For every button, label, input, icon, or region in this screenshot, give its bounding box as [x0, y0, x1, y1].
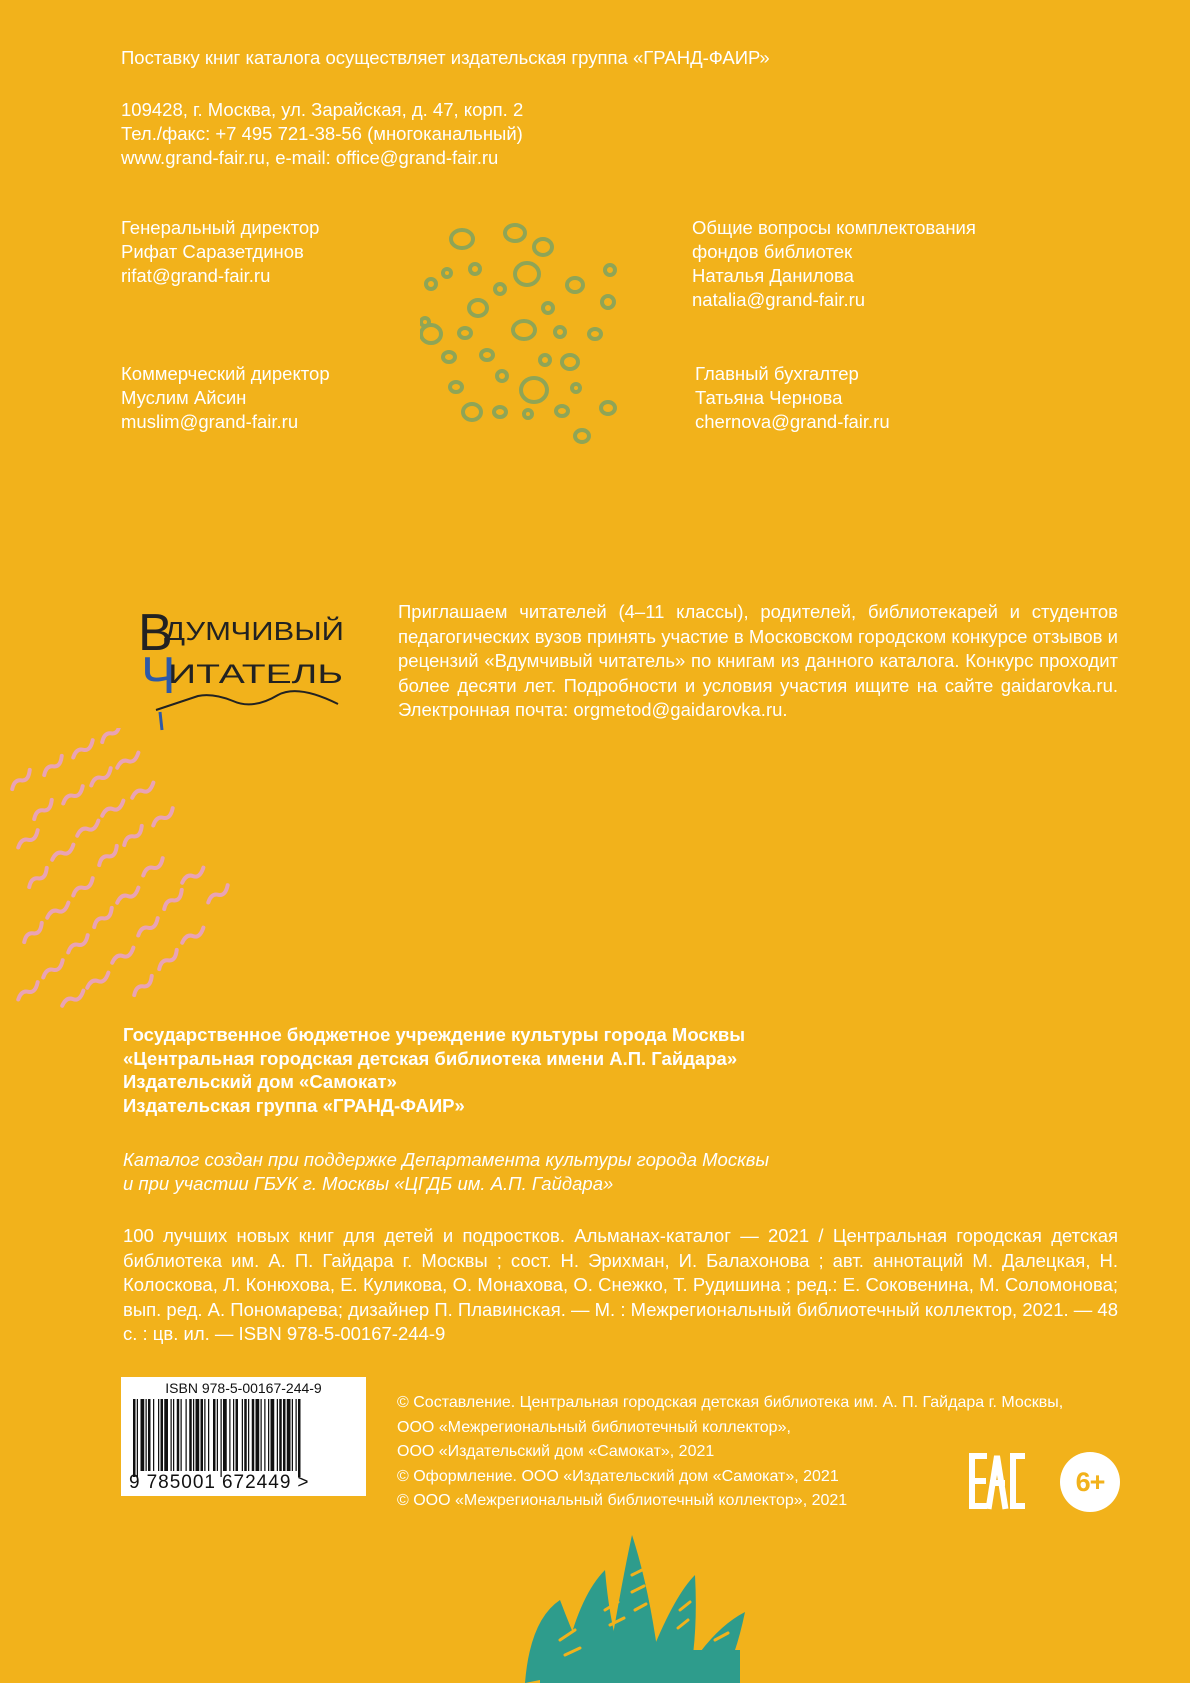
copyright-line: © ООО «Межрегиональный библиотечный коллектор», 2021 [397, 1492, 848, 1509]
contest-invitation: Приглашаем читателей (4–11 классы), родителей, библиотекарей и студентов педагогических вузов принять участие в Московском городском конкурсе отзывов и рецензий «Вдумчивый читатель» по книгам из данного каталога. Конкурс проходит более десяти лет. Подробности и условия участия ищите на сайте gaidarovka.ru. Электронная почта: orgmetod@gaidarovka.ru. [398, 601, 1118, 721]
contact-role-cont: фондов библиотек [692, 241, 853, 262]
support-line: и при участии ГБУК г. Москвы «ЦГДБ им. А.П. Гайдара» [123, 1173, 614, 1194]
squiggle-mark [95, 846, 121, 865]
bibliographic-record: 100 лучших новых книг для детей и подростков. Альманах-каталог — 2021 / Центральная городская детская библиотека им. А. П. Гайдара г. Москвы ; сост. Н. Эрихман, И. Балахонова ; авт. аннотаций М. Далецкая, Н. Колоскова, Л. Конюхова, Е. Куликова, О. Монахова, О. Снежко, Т. Рудишина ; ред.: Е. Соковенина, М. Соломонова; вып. ред. А. Пономарева; дизайнер П. Плавинская. — М. : Межрегиональный библиотечный коллектор, 2021. — 48 с. : цв. ил. — ISBN 978-5-00167-244-9 [123, 1225, 1118, 1345]
contact-general-questions [692, 216, 976, 312]
barcode-bar [221, 1399, 222, 1477]
squiggle-mark [50, 845, 76, 860]
address-street: 109428, г. Москва, ул. Зарайская, д. 47, корп. 2 [121, 99, 524, 120]
contact-email: chernova@grand-fair.ru [695, 411, 890, 432]
squiggle-mark [45, 903, 71, 918]
squiggle-mark [140, 858, 166, 875]
copyright-line: ООО «Межрегиональный библиотечный коллектор», [397, 1418, 791, 1436]
contact-role: Коммерческий директор [121, 363, 330, 384]
plant-decoration [520, 1530, 760, 1683]
squiggle-mark [15, 830, 41, 847]
copyright-line: ООО «Издательский дом «Самокат», 2021 [397, 1443, 715, 1460]
squiggle-mark [75, 821, 101, 836]
squiggle-mark [15, 982, 41, 999]
squiggles-decoration [0, 728, 260, 1008]
logo-letter-ch: Ч [141, 647, 176, 705]
contact-name: Наталья Данилова [692, 265, 854, 286]
copyright-line: © Составление. Центральная городская детская библиотека им. А. П. Гайдара г. Москвы, [397, 1394, 1064, 1411]
contact-role: Общие вопросы комплектования [692, 217, 976, 238]
logo-word-chitatel: ИТАТЕЛЬ [168, 659, 343, 689]
barcode-bar [296, 1399, 297, 1471]
squiggle-mark [98, 728, 124, 742]
squiggle-mark [100, 801, 126, 816]
squiggle-mark [70, 878, 96, 895]
contact-role: Главный бухгалтер [695, 363, 859, 384]
barcode-bar [287, 1399, 291, 1471]
squiggle-mark [115, 753, 141, 768]
barcode-bar [242, 1399, 243, 1471]
contact-email: rifat@grand-fair.ru [121, 265, 271, 286]
barcode-bar [181, 1399, 182, 1471]
barcode-bar [148, 1399, 151, 1471]
squiggle-mark [40, 960, 66, 977]
squiggle-mark [8, 770, 34, 789]
barcode-bar [244, 1399, 247, 1471]
squiggle-mark [155, 950, 181, 969]
logo-word-dumchivy: ДУМЧИВЫЙ [164, 616, 344, 646]
contact-general-director [121, 216, 319, 288]
contact-role: Генеральный директор [121, 217, 320, 238]
barcode-bar [171, 1399, 172, 1471]
barcode-bar [264, 1399, 265, 1471]
barcode-bar [298, 1399, 301, 1477]
squiggle-mark [20, 923, 46, 942]
barcode-bar [133, 1399, 136, 1477]
barcode-bar [177, 1399, 180, 1471]
barcode-bar [277, 1399, 278, 1471]
barcode-bar [196, 1399, 200, 1471]
squiggle-mark [180, 868, 206, 883]
isbn-digit-first: 9 [129, 1472, 141, 1493]
copyright-line: © Оформление. ООО «Издательский дом «Самокат», 2021 [397, 1467, 839, 1485]
org-line: Издательская группа «ГРАНД-ФАИР» [123, 1094, 465, 1116]
barcode-bar [208, 1399, 209, 1471]
barcode-bar [141, 1399, 145, 1471]
contact-name: Татьяна Чернова [695, 387, 843, 408]
copyright-block [397, 1391, 1063, 1514]
barcode-bar [223, 1399, 227, 1471]
barcode-bar [229, 1399, 230, 1471]
contact-name: Рифат Саразетдинов [121, 241, 304, 262]
barcode-bar [204, 1399, 205, 1471]
squiggle-mark [90, 908, 116, 927]
isbn-digits-mid: 785001 [146, 1472, 216, 1493]
barcode-bar [271, 1399, 275, 1471]
barcode-bar [153, 1399, 154, 1471]
barcode-bar [233, 1399, 234, 1471]
squiggle-mark [88, 768, 114, 785]
contact-chief-accountant [695, 362, 890, 434]
barcode-bar [186, 1399, 187, 1471]
barcode-bar [279, 1399, 282, 1471]
barcode-bar [146, 1399, 147, 1471]
squiggle-mark [30, 800, 56, 819]
squiggle-mark [130, 976, 156, 995]
squiggle-mark [25, 868, 51, 887]
logo-letter-v: В [138, 604, 173, 662]
eac-mark-icon [969, 1452, 1025, 1510]
squiggle-mark [70, 740, 96, 757]
org-line: Государственное бюджетное учреждение культуры города Москвы [123, 1024, 746, 1045]
isbn-barcode-box [121, 1377, 366, 1496]
barcode-bar [158, 1399, 159, 1471]
contact-name: Муслим Айсин [121, 387, 247, 408]
squiggle-mark [180, 928, 206, 943]
squiggle-mark [150, 808, 176, 825]
isbn-digits [129, 1472, 310, 1494]
barcode-bar [161, 1399, 164, 1471]
organizations-block [123, 1023, 745, 1117]
contact-email: natalia@grand-fair.ru [692, 289, 866, 310]
logo-graphic [138, 600, 378, 735]
contact-commercial-director [121, 362, 330, 434]
barcode-bar [283, 1399, 286, 1471]
squiggle-mark [160, 890, 186, 909]
barcode-bar [164, 1399, 168, 1471]
barcode-bar [189, 1399, 192, 1471]
squiggle-mark [85, 973, 111, 988]
isbn-arrow: > [297, 1472, 310, 1493]
squiggle-mark [40, 756, 66, 775]
barcode-bar [248, 1399, 249, 1471]
barcode-bar [137, 1399, 138, 1477]
squiggle-mark [60, 991, 86, 1006]
squiggle-mark [65, 935, 91, 952]
support-note [123, 1148, 769, 1196]
isbn-digits-last: 672449 [221, 1472, 292, 1493]
address-web-email: www.grand-fair.ru, e-mail: office@grand-fair.ru [121, 147, 499, 168]
squiggle-mark [130, 783, 156, 798]
age-rating-badge: 6+ [1060, 1452, 1120, 1512]
barcode-bar [217, 1399, 218, 1471]
barcode-bar [292, 1399, 293, 1471]
barcode-bar [173, 1399, 174, 1471]
org-line: «Центральная городская детская библиотека имени А.П. Гайдара» [123, 1047, 738, 1069]
squiggle-mark [120, 826, 146, 845]
address-block [121, 98, 523, 170]
barcode-bar [261, 1399, 262, 1471]
squiggle-mark [135, 918, 161, 935]
squiggle-mark [115, 888, 141, 903]
support-line: Каталог создан при поддержке Департамента культуры города Москвы [123, 1149, 770, 1170]
dots-decoration [420, 222, 630, 452]
address-phone: Тел./факс: +7 495 721-38-56 (многоканальный) [121, 123, 523, 144]
barcode-bar [256, 1399, 260, 1471]
supplier-line: Поставку книг каталога осуществляет издательская группа «ГРАНД-ФАИР» [121, 47, 770, 68]
barcode-icon [129, 1399, 359, 1479]
barcode-bar [201, 1399, 204, 1471]
logo-thoughtful-reader [138, 600, 378, 740]
squiggle-mark [60, 786, 86, 803]
barcode-bar [252, 1399, 255, 1471]
org-line: Издательский дом «Самокат» [123, 1071, 397, 1093]
isbn-label: ISBN 978-5-00167-244-9 [165, 1380, 322, 1396]
barcode-bar [193, 1399, 194, 1471]
contact-email: muslim@grand-fair.ru [121, 411, 299, 432]
barcode-bar [213, 1399, 216, 1471]
squiggle-mark [110, 948, 136, 963]
squiggle-mark [205, 885, 231, 902]
barcode-bar [236, 1399, 239, 1471]
barcode-bar [268, 1399, 269, 1471]
